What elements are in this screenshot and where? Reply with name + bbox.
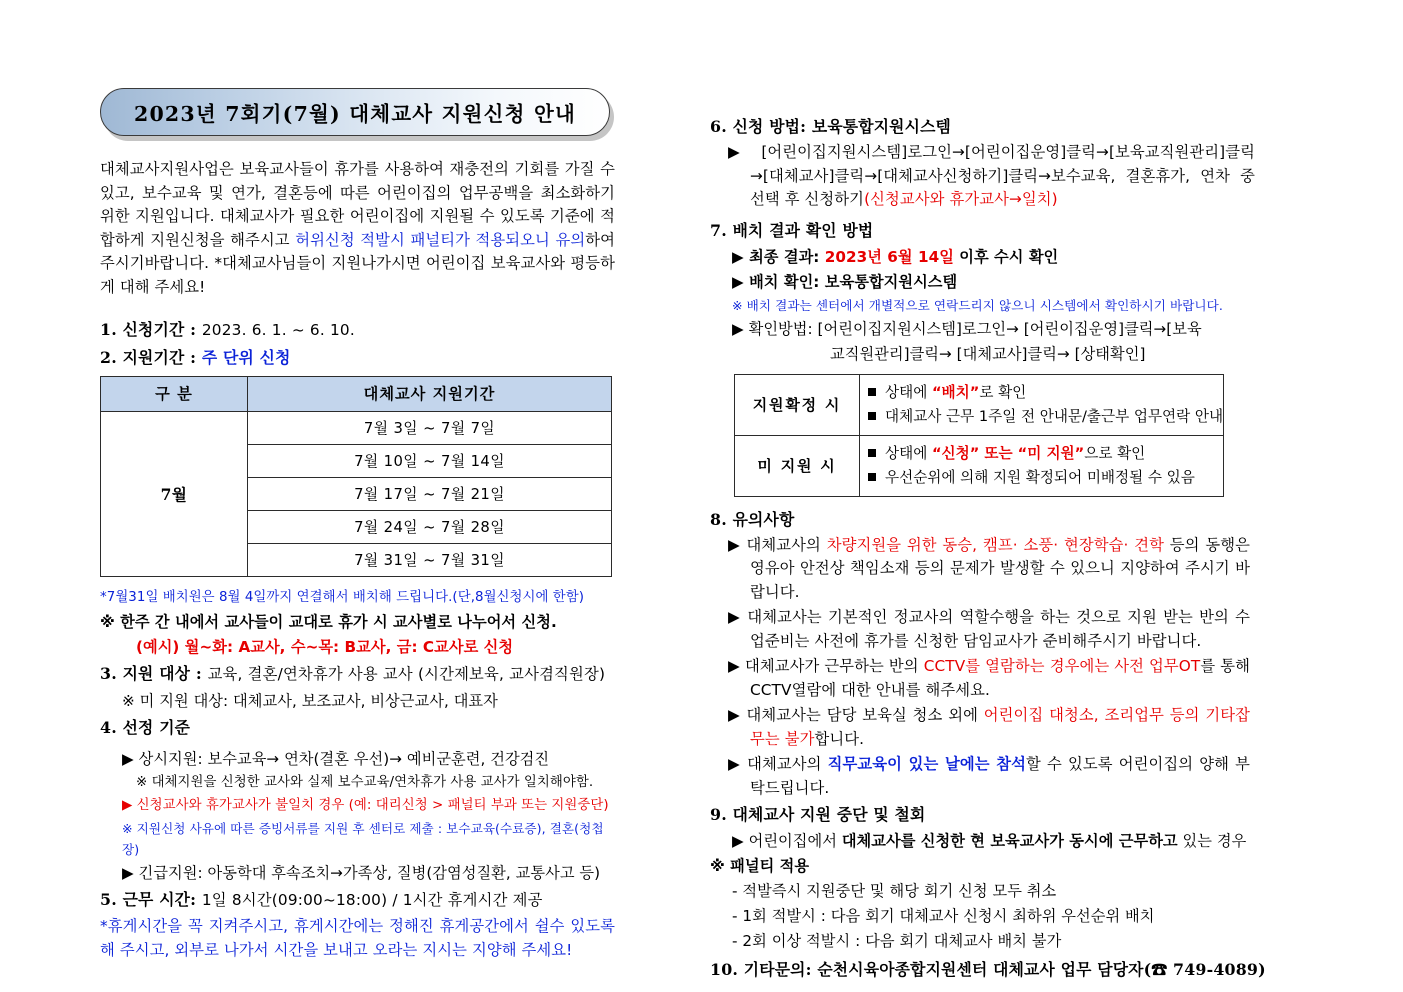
item-7-method-text-1: ▶ 확인방법: [어린이집지원시스템]로그인→ [어린이집운영]클릭→[보육: [732, 319, 1202, 338]
period-table-range-cell: 7월 10일 ~ 7월 14일: [248, 445, 612, 478]
item-4-bullet-2: ▶ 신청교사와 휴가교사가 불일치 경우 (예: 대리신청 > 패널티 부과 또는 지원중단): [122, 798, 609, 813]
item-9-penalty-item: - 2회 이상 적발시 : 다음 회기 대체교사 배치 불가: [732, 932, 1062, 950]
square-bullet-icon: [868, 412, 876, 420]
item-5-work-hours: [100, 887, 612, 913]
item-5-value: 1일 8시간(09:00~18:00) / 1시간 휴게시간 제공: [201, 891, 543, 909]
note-rotation: ※ 한주 간 내에서 교사들이 교대로 휴가 시 교사별로 나누어서 신청.: [100, 613, 557, 631]
status-item-pre: 상태에: [885, 383, 932, 401]
period-table-header-row: [101, 377, 612, 412]
item-7-method-line-1: [710, 317, 1313, 341]
period-table-body: [101, 412, 612, 577]
period-table: [100, 376, 612, 577]
item-1-application-period: [100, 317, 612, 343]
note-example: (예시) 월~화: A교사, 수~목: B교사, 금: C교사로 신청: [136, 638, 514, 656]
item-2-value: 주 단위 신청: [201, 348, 291, 367]
status-item-pre: 상태에: [885, 444, 932, 462]
item-8-b4-highlight: 어린이집 대청소, 조리업무 등의 기타잡무는 불가: [750, 706, 1250, 748]
period-table-head: [101, 377, 612, 412]
item-8-b5-pre: ▶ 대체교사의: [728, 755, 828, 773]
title-banner: [100, 88, 610, 136]
item-4-bullet-1: ▶ 상시지원: 보수교육→ 연차(결혼 우선)→ 예비군훈련, 건강검진: [122, 750, 550, 768]
item-4-bullet-2-sub: ※ 지원신청 사유에 따른 증빙서류를 지원 후 센터로 제출 : 보수교육(수료증), 결혼(청첩장): [122, 821, 604, 857]
intro-text-blue: 허위신청 적발시 패널티가 적용되오니 유의: [295, 230, 586, 249]
item-8-b1-pre: ▶ 대체교사의: [728, 535, 827, 554]
item-10-phone: 749-4089): [1167, 960, 1266, 979]
item-3-value: 교육, 결혼/연차휴가 사용 교사 (시간제보육, 교사겸직원장): [207, 665, 606, 683]
item-9-b1-post: 있는 경우: [1177, 832, 1247, 850]
period-table-range-cell: 7월 31일 ~ 7월 31일: [248, 544, 612, 577]
list-item: [868, 405, 1224, 429]
intro-paragraph: [100, 158, 615, 299]
item-2-label: 2. 지원기간 :: [100, 348, 202, 367]
item-8-b4-pre: ▶ 대체교사는 담당 보육실 청소 외에: [728, 706, 984, 724]
item-3-label: 3. 지원 대상 :: [100, 664, 208, 683]
period-table-month-cell: 7월: [101, 412, 248, 577]
status-table: [734, 374, 1224, 497]
status-item-pre: 대체교사 근무 1주일 전 안내문/출근부 업무연락 안내: [885, 407, 1224, 425]
square-bullet-icon: [868, 473, 876, 481]
item-8-bullet-4: [710, 704, 1250, 751]
status-row-label-not-supported: 미 지원 시: [735, 435, 860, 496]
period-table-range-cell: 7월 24일 ~ 7월 28일: [248, 511, 612, 544]
table-row: [735, 435, 1224, 496]
period-table-header-range: 대체교사 지원기간: [248, 377, 612, 412]
item-9-bullet-1: [710, 829, 1313, 853]
item-8-bullet-3: [710, 655, 1250, 702]
item-9-b1-pre: ▶ 어린이집에서: [732, 832, 842, 850]
item-8-b3-pre: ▶ 대체교사가 근무하는 반의: [728, 657, 924, 675]
status-row-items-confirmed: [860, 374, 1224, 435]
item-7-final-rest: 이후 수시 확인: [953, 247, 1059, 266]
period-table-range-cell: 7월 17일 ~ 7월 21일: [248, 478, 612, 511]
list-item: [868, 466, 1215, 490]
table-row: [735, 374, 1224, 435]
item-8-bullet-5: [710, 753, 1250, 800]
item-7-final-result: [710, 245, 1313, 269]
item-7-final-label: ▶ 최종 결과:: [732, 247, 825, 266]
item-5-label: 5. 근무 시간:: [100, 890, 202, 909]
item-7-note: ※ 배치 결과는 센터에서 개별적으로 연락드리지 않으니 시스템에서 확인하시기 바랍니다.: [732, 297, 1223, 313]
item-9-penalty-item: - 1회 적발시 : 다음 회기 대체교사 신청시 최하위 우선순위 배치: [732, 907, 1155, 925]
item-9-penalty-label: ※ 패널티 적용: [710, 857, 810, 875]
status-table-body: [735, 374, 1224, 496]
item-3-target: [100, 661, 612, 687]
item-6-steps: [710, 141, 1255, 212]
square-bullet-icon: [868, 388, 876, 396]
left-column: [0, 0, 700, 992]
status-item-pre: 우선순위에 의해 지원 확정되어 미배정될 수 있음: [885, 468, 1195, 486]
status-row-items-not-supported: [860, 435, 1224, 496]
item-8-b1-highlight: 차량지원을 위한 동승, 캠프· 소풍· 현장학습· 견학: [826, 535, 1164, 554]
item-5-note: *휴게시간을 꼭 지켜주시고, 휴게시간에는 정해진 휴게공간에서 쉴수 있도록 해 주시고, 외부로 나가서 시간을 보내고 오라는 지시는 지양해 주세요!: [100, 917, 615, 959]
item-8-b3-post: 를 통해 CCTV열람에 대한 안내를 해주세요.: [750, 657, 1251, 699]
item-8-b5-post: 할 수 있도록 어린이집의 양해 부탁드립니다.: [750, 755, 1250, 797]
item-8-b5-highlight: 직무교육이 있는 날에는 참석: [827, 755, 1026, 773]
page-title: 2023년 7회기(7월) 대체교사 지원신청 안내: [134, 102, 576, 126]
item-8-b3-highlight: CCTV를 열람하는 경우에는 사전 업무OT: [923, 657, 1201, 675]
note-july-31: *7월31일 배치원은 8월 4일까지 연결해서 배치해 드립니다.(단,8월신청시에 한함): [100, 590, 585, 605]
table-row: [101, 412, 612, 445]
item-4-bullet-3: ▶ 긴급지원: 아동학대 후속조치→가족상, 질병(감염성질환, 교통사고 등): [122, 864, 601, 882]
item-7-method-line-2: 교직원관리]클릭→ [대체교사]클릭→ [상태확인]: [830, 344, 1146, 363]
status-item-emphasis: “배치”: [931, 383, 980, 401]
right-column: [700, 0, 1403, 992]
title-banner-wrapper: [100, 88, 610, 136]
intro-text-1: 대체교사지원사업은 보육교사들이 휴가를 사용하여 재충전의 기회를 가질 수 있고, 보수교육 및 연가, 결혼등에 따른 어린이집의 업무공백을 최소화하기 위한 지원입니다. 대체교사가 필요한 어린이집에 지원될 수 있도록 기준에 적합하게 지원신청을 해주시고: [100, 160, 615, 249]
status-item-post: 으로 확인: [1084, 444, 1146, 462]
status-item-post: 로 확인: [979, 383, 1027, 401]
item-4-bullet-1-sub: ※ 대체지원을 신청한 교사와 실제 보수교육/연차휴가 사용 교사가 일치해야함.: [136, 775, 594, 790]
phone-icon: ☎: [1151, 960, 1168, 979]
item-6-steps-text: ▶ [어린이집지원시스템]로그인→[어린이집운영]클릭→[보육교직원관리]클릭→[대체교사]클릭→[대체교사신청하기]클릭→보수교육, 결혼휴가, 연차 중 선택 후 신청하기: [728, 143, 1255, 208]
item-8-cautions: 8. 유의사항: [710, 509, 795, 529]
item-8-b1-post: 등의 동행은 영유아 안전상 책임소재 등의 문제가 발생할 수 있으니 지양하여 주시기 바랍니다.: [750, 535, 1250, 601]
item-8-b4-post: 합니다.: [814, 729, 865, 748]
status-row-label-confirmed: 지원확정 시: [735, 374, 860, 435]
item-9-suspension: 9. 대체교사 지원 중단 및 철회: [710, 805, 926, 824]
item-9-b1-bold: 대체교사를 신청한 현 보육교사가 동시에 근무하고: [841, 832, 1178, 850]
item-8-bullet-2: ▶ 대체교사는 기본적인 정교사의 역할수행을 하는 것으로 지원 받는 반의 수업준비는 사전에 휴가를 신청한 담임교사가 준비해주시기 바랍니다.: [728, 608, 1250, 650]
item-1-label: 1. 신청기간 :: [100, 320, 202, 339]
list-item: [868, 442, 1215, 466]
status-item-emphasis: “신청” 또는 “미 지원”: [931, 444, 1085, 462]
period-table-header-division: 구 분: [101, 377, 248, 412]
item-6-steps-highlight: (신청교사와 휴가교사→일치): [864, 190, 1058, 208]
item-9-penalty-item: - 적발즉시 지원중단 및 해당 회기 신청 모두 취소: [732, 882, 1057, 900]
intro-text-3: 하여주시기바랍니다. *대체교사님들이 지원나가시면 어린이집 보육교사와 평등하게 대해 주세요!: [100, 230, 615, 296]
list-item: [868, 381, 1215, 405]
item-1-value: 2023. 6. 1. ~ 6. 10.: [201, 321, 355, 339]
item-7-result-check: 7. 배치 결과 확인 방법: [710, 220, 874, 240]
period-table-range-cell: 7월 3일 ~ 7월 7일: [248, 412, 612, 445]
item-4-criteria: 4. 선정 기준: [100, 718, 191, 737]
square-bullet-icon: [868, 449, 876, 457]
item-7-placement-check: ▶ 배치 확인: 보육통합지원시스템: [732, 272, 958, 291]
item-10-label: 10. 기타문의: 순천시육아종합지원센터 대체교사 업무 담당자(: [710, 960, 1152, 979]
item-2-support-period: [100, 345, 612, 370]
item-7-final-date: 2023년 6월 14일: [824, 247, 954, 266]
item-10-contact: [710, 957, 1313, 982]
item-8-bullet-1: [710, 534, 1250, 605]
spacer: [100, 742, 612, 746]
item-3-sub: ※ 미 지원 대상: 대체교사, 보조교사, 비상근교사, 대표자: [122, 692, 498, 710]
item-6-how-to-apply: 6. 신청 방법: 보육통합지원시스템: [710, 117, 951, 136]
